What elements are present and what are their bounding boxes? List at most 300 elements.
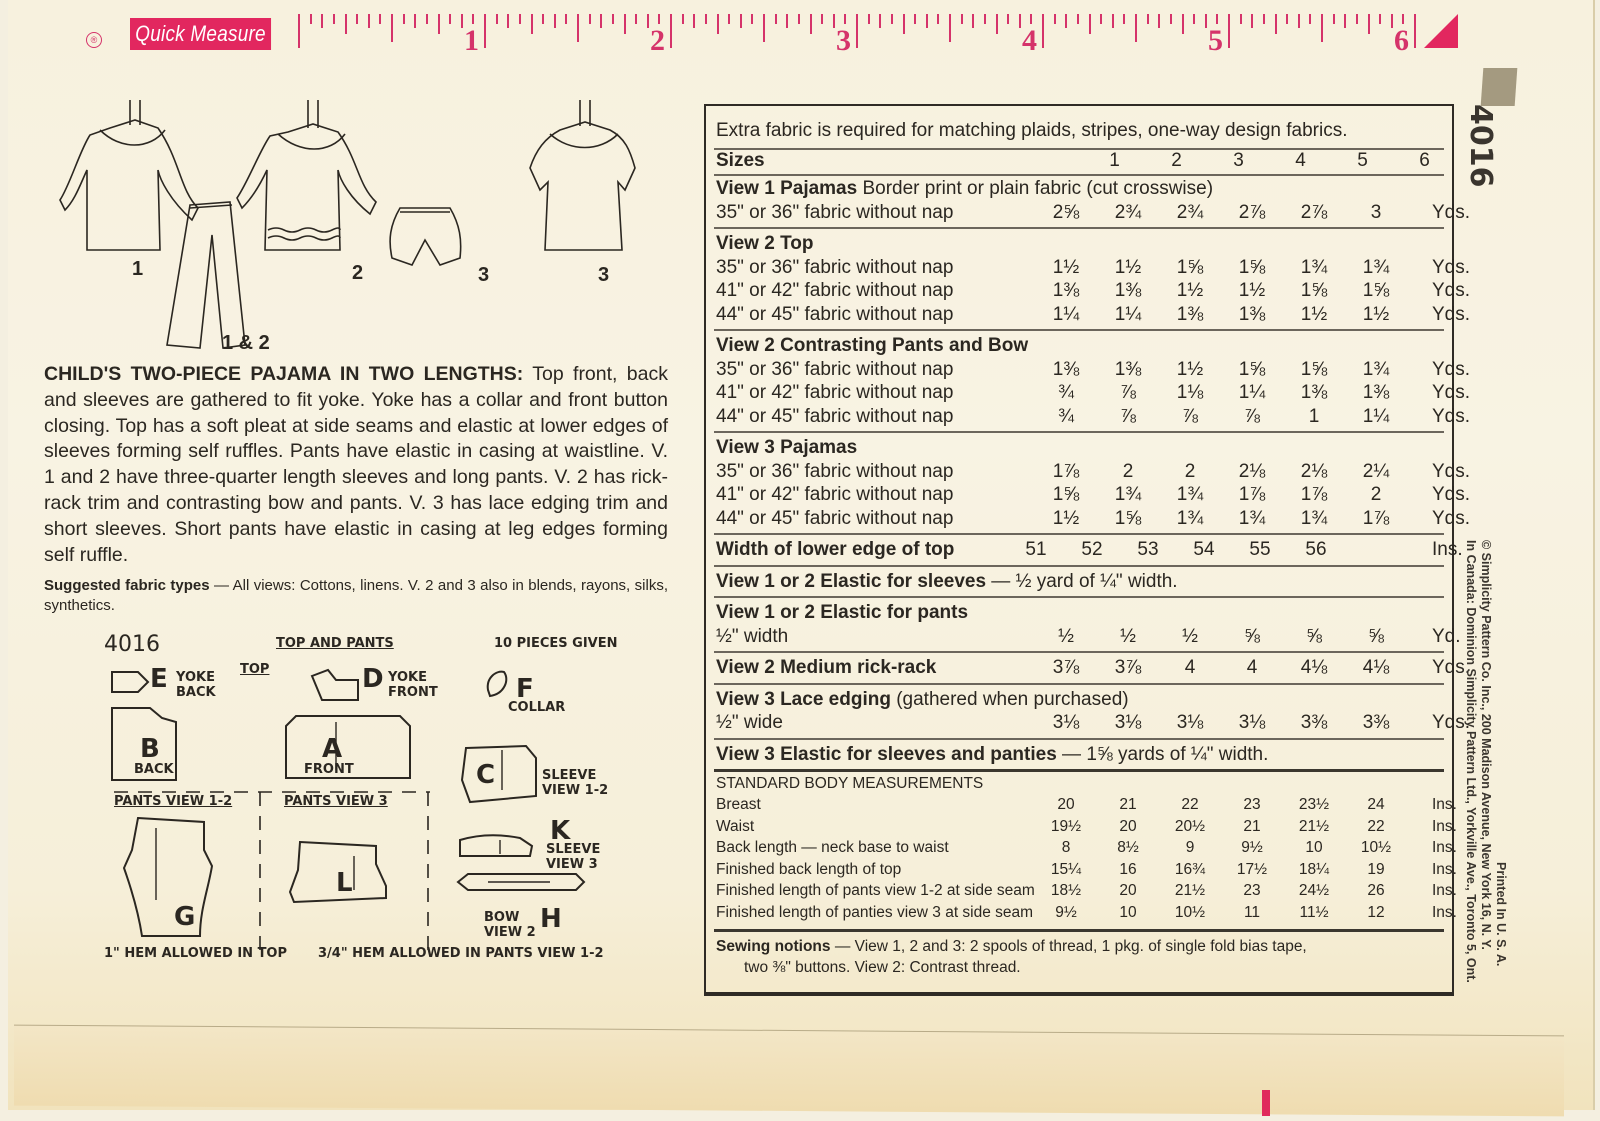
ruler-tick	[891, 14, 893, 24]
pieces-pattern-number: 4016	[104, 632, 160, 657]
ruler-tick	[926, 14, 928, 28]
elastic-sleeves-row	[716, 571, 1446, 595]
ruler-tick	[449, 14, 451, 24]
ruler-number-2: 2	[650, 24, 665, 57]
row-label: View 3 Elastic for sleeves and panties	[716, 743, 1057, 765]
ruler-tick	[1042, 14, 1044, 48]
body-measurements-heading	[716, 775, 1446, 799]
ruler-tick	[472, 14, 474, 24]
unit-label: Ins.	[1432, 860, 1457, 878]
value-cell: 20	[1119, 817, 1137, 835]
unit-label: Yds.	[1432, 358, 1471, 380]
ruler-tick	[1286, 14, 1288, 24]
value-cell: 2	[1184, 460, 1196, 482]
row-label: 44" or 45" fabric without nap	[716, 507, 954, 529]
piece-k-outline	[460, 835, 532, 856]
ruler-tick	[1123, 14, 1125, 24]
ruler-tick	[1054, 14, 1056, 24]
piece-d-outline	[312, 670, 358, 700]
ruler-tick	[810, 14, 812, 34]
value-cell: 1¼	[1114, 303, 1142, 325]
unit-label: Yds.	[1432, 201, 1471, 223]
value-cell: 17½	[1236, 860, 1268, 878]
ruler-number-3: 3	[836, 24, 851, 57]
piece-e-letter: E	[150, 664, 168, 694]
value-cell: 19½	[1050, 817, 1082, 835]
ruler-tick	[531, 14, 533, 34]
value-cell: 12	[1367, 904, 1385, 921]
value-cell: 1⅝	[1362, 280, 1390, 301]
value-cell: 16	[1119, 860, 1137, 878]
ruler-tick	[1368, 14, 1370, 34]
value-cell: ⅞	[1244, 405, 1260, 427]
view-3-shorts-label: 3	[478, 264, 490, 286]
ruler-tick	[298, 14, 300, 48]
ruler-tick	[1216, 14, 1218, 24]
value-cell: 3⅛	[1176, 712, 1204, 733]
ruler-tick	[728, 14, 730, 24]
value-cell: ¾	[1058, 382, 1074, 403]
piece-g-outline	[124, 818, 212, 936]
inch-ruler	[300, 14, 1460, 57]
ruler-tick	[1333, 14, 1335, 24]
value-cell: 1¾	[1362, 358, 1390, 380]
piece-d-letter: D	[362, 664, 384, 694]
unit-label: Yd.	[1432, 625, 1461, 647]
value-cell: 6	[1419, 150, 1430, 171]
row-label: View 2 Contrasting Pants and Bow	[716, 335, 1029, 356]
piece-l-letter: L	[336, 868, 353, 898]
ruler-tick	[1275, 14, 1277, 34]
value-cell: 10½	[1360, 839, 1392, 857]
value-cell: 1¾	[1362, 256, 1390, 278]
ruler-tick	[1298, 14, 1300, 28]
ruler-tick	[542, 14, 544, 24]
piece-b-name: BACK	[134, 762, 174, 777]
row-label: 41" or 42" fabric without nap	[716, 280, 954, 301]
value-cell: 1⅞	[1052, 460, 1080, 482]
ruler-number-6: 6	[1394, 24, 1409, 57]
value-cell: 1⅝	[1114, 507, 1142, 529]
body-measurement-row	[716, 882, 1457, 903]
piece-c-letter: C	[476, 760, 496, 790]
ruler-tick	[635, 14, 637, 24]
ruler-tick	[763, 14, 765, 42]
printed-in-usa: Printed In U. S. A.	[1494, 862, 1508, 967]
top-section-label: TOP	[240, 662, 270, 677]
pattern-description	[44, 362, 668, 568]
ruler-tick	[1182, 14, 1184, 34]
ruler-tick	[1240, 14, 1242, 24]
value-cell: 1¾	[1114, 484, 1142, 505]
value-cell: 1⅝	[1052, 484, 1080, 505]
rickrack-row	[716, 657, 1471, 681]
row-label: Sewing notions	[716, 937, 831, 955]
ruler-tick	[984, 14, 986, 24]
piece-f-name: COLLAR	[508, 700, 566, 715]
pattern-number-vertical: 4016	[1463, 104, 1498, 188]
value-cell: 1⅝	[1176, 256, 1204, 278]
ruler-tick	[1193, 14, 1195, 24]
suggested-fabrics-text: — All views: Cottons, linens. V. 2 and 3 also in blends, rayons, silks, synthetics.	[44, 577, 668, 614]
ruler-tick	[1089, 14, 1091, 34]
ruler-tick	[507, 14, 509, 28]
value-cell: 1⅜	[1114, 280, 1142, 301]
value-cell: 1½	[1300, 303, 1328, 325]
ruler-tick	[1158, 14, 1160, 28]
ruler-tick	[1414, 14, 1416, 48]
pink-edge-mark	[1262, 1090, 1270, 1116]
value-cell: 1⅜	[1238, 303, 1266, 325]
section-heading	[716, 437, 1446, 461]
value-cell: 1⅝	[1300, 280, 1328, 301]
row-label: Breast	[716, 796, 761, 813]
value-cell: 20½	[1174, 817, 1206, 835]
value-cell: 23	[1243, 796, 1261, 813]
ruler-tick	[844, 14, 846, 24]
ruler-tick	[1309, 14, 1311, 24]
value-cell: ⅞	[1120, 405, 1136, 427]
view-1-label: 1	[132, 258, 144, 280]
ruler-tick	[624, 14, 626, 34]
matching-fabric-note: Extra fabric is required for matching plaids, stripes, one-way design fabrics.	[716, 120, 1348, 141]
sizes-label: Sizes	[716, 150, 765, 171]
body-measurement-row	[716, 817, 1457, 839]
value-cell: 18¼	[1298, 860, 1330, 878]
elastic-pants-heading	[716, 602, 1446, 626]
yardage-row	[716, 303, 1471, 328]
value-cell: 10½	[1174, 904, 1206, 921]
row-label: ½" width	[716, 625, 789, 647]
ruler-tick	[379, 14, 381, 24]
unit-label: Yds.	[1432, 303, 1471, 325]
ruler-tick	[1205, 14, 1207, 28]
row-label: 35" or 36" fabric without nap	[716, 358, 954, 380]
ruler-tick	[775, 14, 777, 24]
value-cell: 1⅛	[1176, 382, 1204, 403]
value-cell: 1½	[1176, 280, 1204, 301]
unit-label: Yds.	[1432, 382, 1471, 403]
row-label: 35" or 36" fabric without nap	[716, 460, 954, 482]
unit-label: Yds.	[1432, 460, 1471, 482]
garment-illustrations	[40, 90, 690, 360]
row-label: View 1 or 2 Elastic for sleeves	[716, 570, 987, 592]
piece-c-name: SLEEVE VIEW 1-2	[542, 768, 609, 798]
row-label: STANDARD BODY MEASUREMENTS	[716, 775, 984, 792]
value-cell: ½	[1120, 625, 1136, 647]
row-label: — 1⅝ yards of ¼" width.	[1056, 743, 1269, 765]
ruler-tick	[833, 14, 835, 28]
value-cell: 18½	[1050, 882, 1082, 900]
section-heading	[716, 233, 1446, 257]
unit-label: Yds.	[1432, 507, 1471, 529]
value-cell: 1¾	[1238, 507, 1266, 529]
row-label: 41" or 42" fabric without nap	[716, 484, 954, 505]
value-cell: 1⅜	[1052, 280, 1080, 301]
unit-label: Yds.	[1432, 712, 1471, 733]
unit-label: Yds.	[1432, 405, 1471, 427]
value-cell: 20	[1057, 796, 1075, 813]
unit-label: Ins.	[1432, 539, 1463, 560]
row-label: Border print or plain fabric (cut crosswise)	[857, 178, 1214, 199]
ruler-tick	[391, 14, 393, 42]
ruler-tick	[496, 14, 498, 24]
ruler-tick	[1251, 14, 1253, 28]
body-measurement-row	[716, 839, 1457, 860]
value-cell: 3⅛	[1052, 712, 1080, 733]
value-cell: 2⅝	[1052, 201, 1080, 223]
ruler-tick	[937, 14, 939, 24]
piece-c-outline	[462, 746, 536, 802]
value-cell: 55	[1249, 539, 1271, 560]
copyright-line-2: In Canada: Dominion Simplicity Pattern Ltd., Yorkville Ave., Toronto 5, Ont.	[1464, 540, 1478, 983]
row-label: two ⅜" buttons. View 2: Contrast thread.	[744, 958, 1021, 976]
row-label: 44" or 45" fabric without nap	[716, 405, 954, 427]
value-cell: 24½	[1298, 882, 1330, 900]
value-cell: 2	[1171, 150, 1182, 171]
ruler-tick	[647, 14, 649, 28]
value-cell: 1½	[1052, 507, 1080, 529]
ruler-tick	[577, 14, 579, 42]
value-cell: 2⅞	[1238, 201, 1266, 223]
value-cell: 23½	[1298, 796, 1330, 813]
ruler-tick	[821, 14, 823, 24]
value-cell: ⅝	[1306, 625, 1322, 647]
description-title: CHILD'S TWO-PIECE PAJAMA IN TWO LENGTHS:	[44, 363, 524, 385]
lace-row	[716, 712, 1471, 736]
piece-h-letter: H	[540, 904, 562, 934]
elastic-view3-row	[716, 744, 1446, 768]
ruler-tick	[658, 14, 660, 24]
pants-view-1-2-heading: PANTS VIEW 1-2	[114, 794, 233, 809]
ruler-tick	[1007, 14, 1009, 24]
value-cell: 4	[1184, 657, 1196, 678]
ruler-tick	[682, 14, 684, 24]
value-cell: ⅝	[1368, 625, 1384, 647]
value-cell: 2	[1370, 484, 1382, 505]
ruler-tick	[321, 14, 323, 28]
ruler-tick	[914, 14, 916, 24]
value-cell: 1¾	[1176, 484, 1204, 505]
ruler-tick	[519, 14, 521, 24]
tape-stain	[1481, 68, 1518, 106]
value-cell: 2¾	[1114, 201, 1142, 223]
row-label: (gathered when purchased)	[890, 688, 1129, 710]
ruler-tick	[1065, 14, 1067, 28]
value-cell: 9	[1185, 839, 1195, 857]
yardage-row	[716, 382, 1471, 406]
value-cell: 1½	[1052, 256, 1080, 278]
ruler-tick	[786, 14, 788, 28]
ruler-tick	[1402, 14, 1404, 24]
unit-label: Ins.	[1432, 817, 1457, 835]
registered-mark-icon: ®	[86, 32, 102, 48]
value-cell: 56	[1305, 539, 1327, 560]
ruler-tick	[333, 14, 335, 24]
view3-top-drawing	[530, 100, 635, 250]
ruler-tick	[949, 14, 951, 42]
pieces-heading: TOP AND PANTS	[276, 636, 394, 651]
value-cell: ⅞	[1120, 382, 1136, 403]
piece-e-outline	[112, 672, 148, 692]
piece-f-outline	[488, 672, 507, 696]
yardage-row	[716, 460, 1471, 485]
ruler-tick	[740, 14, 742, 28]
value-cell: 52	[1081, 539, 1103, 560]
row-label: View 1 Pajamas	[716, 178, 858, 199]
value-cell: 54	[1193, 539, 1215, 560]
ruler-tick	[972, 14, 974, 28]
body-measurement-row	[716, 860, 1457, 882]
ruler-tick	[1228, 14, 1230, 48]
ruler-number-5: 5	[1208, 24, 1223, 57]
value-cell: 11½	[1299, 904, 1329, 921]
value-cell: 21½	[1174, 882, 1206, 900]
body-measurement-row	[716, 904, 1457, 925]
copyright-line-1: © Simplicity Pattern Co. Inc., 200 Madison Avenue, New York 16, N. Y.	[1479, 540, 1493, 950]
value-cell: 3⅛	[1114, 712, 1142, 733]
value-cell: 1¾	[1176, 507, 1204, 529]
piece-g-letter: G	[174, 902, 196, 932]
piece-b-letter: B	[140, 734, 160, 764]
value-cell: ½	[1058, 625, 1074, 647]
ruler-tick	[414, 14, 416, 28]
value-cell: 9½	[1241, 839, 1263, 857]
ruler-tick	[1344, 14, 1346, 28]
row-label: Finished length of panties view 3 at side seam	[716, 904, 1034, 921]
yardage-row	[716, 358, 1471, 383]
row-label: — ½ yard of ¼" width.	[986, 570, 1178, 592]
ruler-tick	[1135, 14, 1137, 42]
ruler-number-4: 4	[1022, 24, 1037, 57]
ruler-tick	[1356, 14, 1358, 24]
envelope-flap	[14, 1025, 1564, 1117]
value-cell: 1½	[1114, 256, 1142, 278]
suggested-fabrics-label: Suggested fabric types	[44, 577, 210, 594]
ruler-tick	[879, 14, 881, 28]
value-cell: 3⅛	[1238, 712, 1266, 733]
value-cell: 1⅜	[1052, 358, 1080, 380]
unit-label: Yds.	[1432, 280, 1471, 301]
value-cell: 1⅝	[1238, 256, 1266, 278]
row-label: Finished length of pants view 1-2 at side seam	[716, 882, 1035, 900]
row-label: ½" wide	[716, 712, 783, 733]
value-cell: 3⅜	[1362, 712, 1390, 733]
value-cell: 3	[1370, 201, 1382, 223]
ruler-tick	[461, 14, 463, 28]
row-label: Waist	[716, 817, 755, 835]
ruler-tick	[426, 14, 428, 24]
row-label: View 2 Medium rick-rack	[716, 657, 937, 678]
ruler-number-1: 1	[464, 24, 479, 57]
value-cell: 1¼	[1052, 303, 1080, 325]
row-label: View 3 Pajamas	[716, 437, 858, 458]
pants-view-3-heading: PANTS VIEW 3	[284, 794, 388, 809]
piece-a-letter: A	[322, 734, 343, 764]
value-cell: 1⅝	[1238, 358, 1266, 380]
value-cell: 19	[1367, 860, 1385, 878]
row-label: 35" or 36" fabric without nap	[716, 256, 954, 278]
ruler-tick	[868, 14, 870, 24]
value-cell: 20	[1119, 882, 1137, 900]
value-cell: 22	[1181, 796, 1199, 813]
value-cell: 9½	[1055, 904, 1077, 921]
value-cell: 1	[1109, 150, 1120, 171]
value-cell: ⅞	[1182, 405, 1198, 427]
ruler-tick	[600, 14, 602, 28]
value-cell: 1¼	[1362, 405, 1390, 427]
sizes-header	[716, 150, 1446, 174]
yardage-row	[716, 256, 1471, 281]
ruler-tick	[798, 14, 800, 24]
value-cell: 3⅜	[1300, 712, 1328, 733]
unit-label: Yds.	[1432, 256, 1471, 278]
ruler-tick	[1321, 14, 1323, 42]
value-cell: 1¾	[1300, 256, 1328, 278]
ruler-tick	[1379, 14, 1381, 24]
value-cell: 2¼	[1362, 460, 1390, 482]
yardage-row	[716, 405, 1471, 430]
ruler-tick	[903, 14, 905, 34]
value-cell: 23	[1243, 882, 1261, 900]
value-cell: 1⅜	[1176, 303, 1204, 325]
yardage-row	[716, 201, 1471, 226]
row-label: 35" or 36" fabric without nap	[716, 201, 954, 223]
row-label: Back length — neck base to waist	[716, 839, 949, 857]
value-cell: 2	[1122, 460, 1134, 482]
ruler-tick	[670, 14, 672, 48]
value-cell: 1⅜	[1362, 382, 1390, 403]
ruler-tick	[484, 14, 486, 48]
value-cell: 4⅛	[1362, 657, 1390, 678]
ruler-tick	[1263, 14, 1265, 24]
long-pants-drawing	[167, 202, 245, 348]
ruler-tick	[751, 14, 753, 24]
value-cell: 1¾	[1300, 507, 1328, 529]
value-cell: ½	[1182, 625, 1198, 647]
ruler-tick	[1170, 14, 1172, 24]
value-cell: 1¼	[1238, 382, 1266, 403]
ruler-tick	[693, 14, 695, 28]
ruler-tick	[345, 14, 347, 34]
value-cell: 4⅛	[1300, 657, 1328, 678]
piece-a-name: FRONT	[304, 762, 354, 777]
ruler-tick	[856, 14, 858, 48]
ruler-end-triangle-icon	[1424, 14, 1458, 48]
ruler-tick	[438, 14, 440, 34]
ruler-tick	[705, 14, 707, 24]
value-cell: 1½	[1362, 303, 1390, 325]
lace-heading	[716, 689, 1446, 713]
unit-label: Ins.	[1432, 796, 1457, 813]
value-cell: ¾	[1058, 405, 1074, 427]
piece-e-name: YOKE BACK	[176, 670, 216, 700]
value-cell: 2⅛	[1300, 460, 1328, 482]
value-cell: 1½	[1176, 358, 1204, 380]
value-cell: 1½	[1238, 280, 1266, 301]
value-cell: 22	[1367, 817, 1385, 835]
row-label: — View 1, 2 and 3: 2 spools of thread, 1 pkg. of single fold bias tape,	[830, 937, 1307, 955]
value-cell: 21	[1119, 796, 1137, 813]
value-cell: 8½	[1117, 839, 1139, 857]
ruler-tick	[996, 14, 998, 34]
unit-label: Ins.	[1432, 882, 1457, 900]
ruler-tick	[1030, 14, 1032, 24]
value-cell: 5	[1357, 150, 1368, 171]
row-label: View 2 Top	[716, 233, 814, 254]
value-cell: 2⅛	[1238, 460, 1266, 482]
value-cell: 21½	[1298, 817, 1330, 835]
